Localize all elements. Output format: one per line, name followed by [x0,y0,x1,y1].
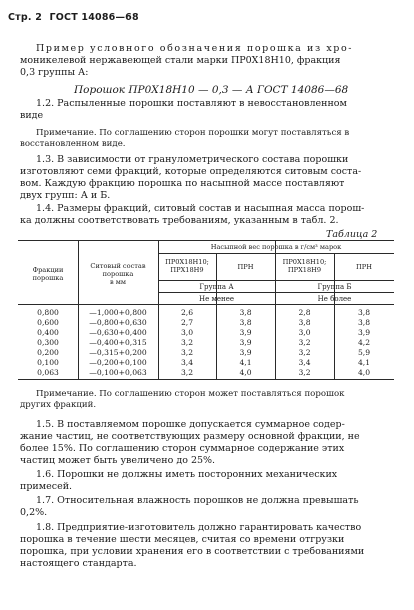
sieve-cell: —0,400+0,315 [89,338,147,347]
header-text: ПРХ18Н9 [287,266,322,274]
column-header-fraction [18,266,78,282]
clause-1-7: 1.7. Относительная влажность порошков не должна превышать [36,495,359,506]
table-caption: Таблица 2 [326,229,378,240]
group-a-prn-cell: 3,9 [239,338,252,347]
column-header-bulk-density: Насыпной вес порошка в г/см³ марок [210,243,342,251]
group-b-prn-cell: 3,8 [357,318,371,327]
standard-number: ГОСТ 14086—68 [49,12,139,23]
note-2: Примечание. По соглашению сторон может поставляться порошок [36,389,345,399]
group-a-prn-cell: 3,9 [239,348,252,357]
fraction-cell: 0,400 [37,328,59,337]
fraction-cell: 0,100 [37,358,59,367]
clause-1-8: настоящего стандарта. [20,558,137,569]
group-a-prn-cell: 4,1 [239,358,252,367]
clause-1-8: порошка в течение шести месяцев, считая со времени отгрузки [20,534,345,545]
group-b-prn-cell: 3,8 [357,308,371,317]
group-b-grade-cell: 3,0 [298,328,311,337]
group-b-prn-cell: 5,9 [357,348,371,357]
intro-line: Пример условного обозначения порошка из хро- [36,43,354,54]
table-2 [18,240,394,380]
header-text: ПРХ18Н9 [170,266,204,274]
header-text: в мм [109,278,127,286]
group-a-grade-cell: 3,2 [180,338,194,347]
group-b-header: Группа Б [317,283,352,291]
fraction-cell: 0,200 [37,348,59,357]
header-text: Фракции [32,266,64,274]
clause-1-3: вом. Каждую фракцию порошка по насыпной массе поставляют [20,178,345,189]
header-text: Ситовый состав [90,262,146,270]
clause-1-5: частиц может быть увеличено до 25%. [20,455,216,466]
not-more-header: Не более [317,295,352,303]
clause-1-5: 1.5. В поставляемом порошке допускается суммарное содер- [36,419,345,430]
group-a-grade-cell: 3,2 [180,368,194,377]
clause-1-5: более 15%. По соглашению сторон суммарное содержание этих [20,443,345,454]
column-header-sieve [78,262,158,286]
group-a-grade-cell: 3,4 [180,358,194,367]
sieve-cell: —0,315+0,200 [89,348,147,357]
note-2: других фракций. [20,400,97,410]
sieve-cell: —1,000+0,800 [89,308,147,317]
sieve-cell: —0,200+0,100 [89,358,147,367]
clause-1-2: виде [20,110,44,121]
sieve-cell: —0,800+0,630 [89,318,147,327]
group-b-grade-cell: 3,4 [298,358,311,367]
grade-header-b [275,258,334,274]
clause-1-8: 1.8. Предприятие-изготовитель должно гарантировать качество [36,522,362,533]
group-a-prn-cell: 3,8 [239,308,252,317]
group-a-prn-cell: 3,9 [239,328,252,337]
prn-header-b: ПРН [356,263,372,271]
group-b-grade-cell: 3,8 [298,318,311,327]
fraction-cell: 0,300 [37,338,59,347]
clause-1-3: 1.3. В зависимости от гранулометрического состава порошки [36,154,349,165]
intro-line: 0,3 группы А: [20,67,89,78]
group-b-prn-cell: 4,1 [357,358,371,367]
group-b-grade-cell: 3,2 [298,348,311,357]
group-a-prn-cell: 3,8 [239,318,252,327]
clause-1-3: двух групп: А и Б. [20,190,111,201]
group-b-prn-cell: 3,9 [357,328,371,337]
clause-1-6: примесей. [20,481,73,492]
note-1: восстановленном виде. [20,139,126,149]
group-a-grade-cell: 3,0 [180,328,194,337]
grade-header-a [158,258,216,274]
note-1: Примечание. По соглашению сторон порошки могут поставляться в [36,128,350,138]
group-b-grade-cell: 3,2 [298,338,311,347]
page-header [8,12,139,23]
group-b-prn-cell: 4,2 [357,338,371,347]
header-text: порошка [102,270,134,278]
clause-1-4: 1.4. Размеры фракций, ситовый состав и насыпная масса порош- [36,203,365,214]
group-b-grade-cell: 3,2 [298,368,311,377]
sieve-cell: —0,100+0,063 [89,368,147,377]
group-b-prn-cell: 4,0 [357,368,371,377]
sieve-cell: —0,630+0,400 [89,328,147,337]
intro-line: моникелевой нержавеющей стали марки ПР0Х18Н10, фракция [20,55,341,66]
clause-1-6: 1.6. Порошки не должны иметь посторонних механических [36,469,338,480]
header-text: ПР0Х18Н10; [165,258,209,266]
header-text: порошка [32,274,64,282]
group-a-header: Группа А [199,283,234,291]
designation-example: Порошок ПР0Х18Н10 — 0,3 — А ГОСТ 14086—68 [74,84,349,96]
header-text: ПР0Х18Н10; [282,258,327,266]
prn-header-a: ПРН [237,263,254,271]
not-less-header: Не менее [198,295,234,303]
group-a-prn-cell: 4,0 [239,368,252,377]
group-a-grade-cell: 2,6 [180,308,194,317]
clause-1-2: 1.2. Распыленные порошки поставляют в невосстановленном [36,98,347,109]
fraction-cell: 0,800 [37,308,59,317]
clause-1-8: порошка, при условии хранения его в соответствии с требованиями [20,546,365,557]
clause-1-4: ка должны соответствовать требованиям, указанным в табл. 2. [20,215,339,226]
group-a-grade-cell: 2,7 [180,318,194,327]
clause-1-5: жание частиц, не соответствующих размеру основной фракции, не [20,431,360,442]
fraction-cell: 0,600 [37,318,59,327]
page-number: Стр. 2 [8,12,43,23]
clause-1-7: 0,2%. [20,507,48,518]
fraction-cell: 0,063 [37,368,59,377]
group-a-grade-cell: 3,2 [180,348,194,357]
clause-1-3: изготовляют семи фракций, которые определяются ситовым соста- [20,166,362,177]
group-b-grade-cell: 2,8 [298,308,311,317]
